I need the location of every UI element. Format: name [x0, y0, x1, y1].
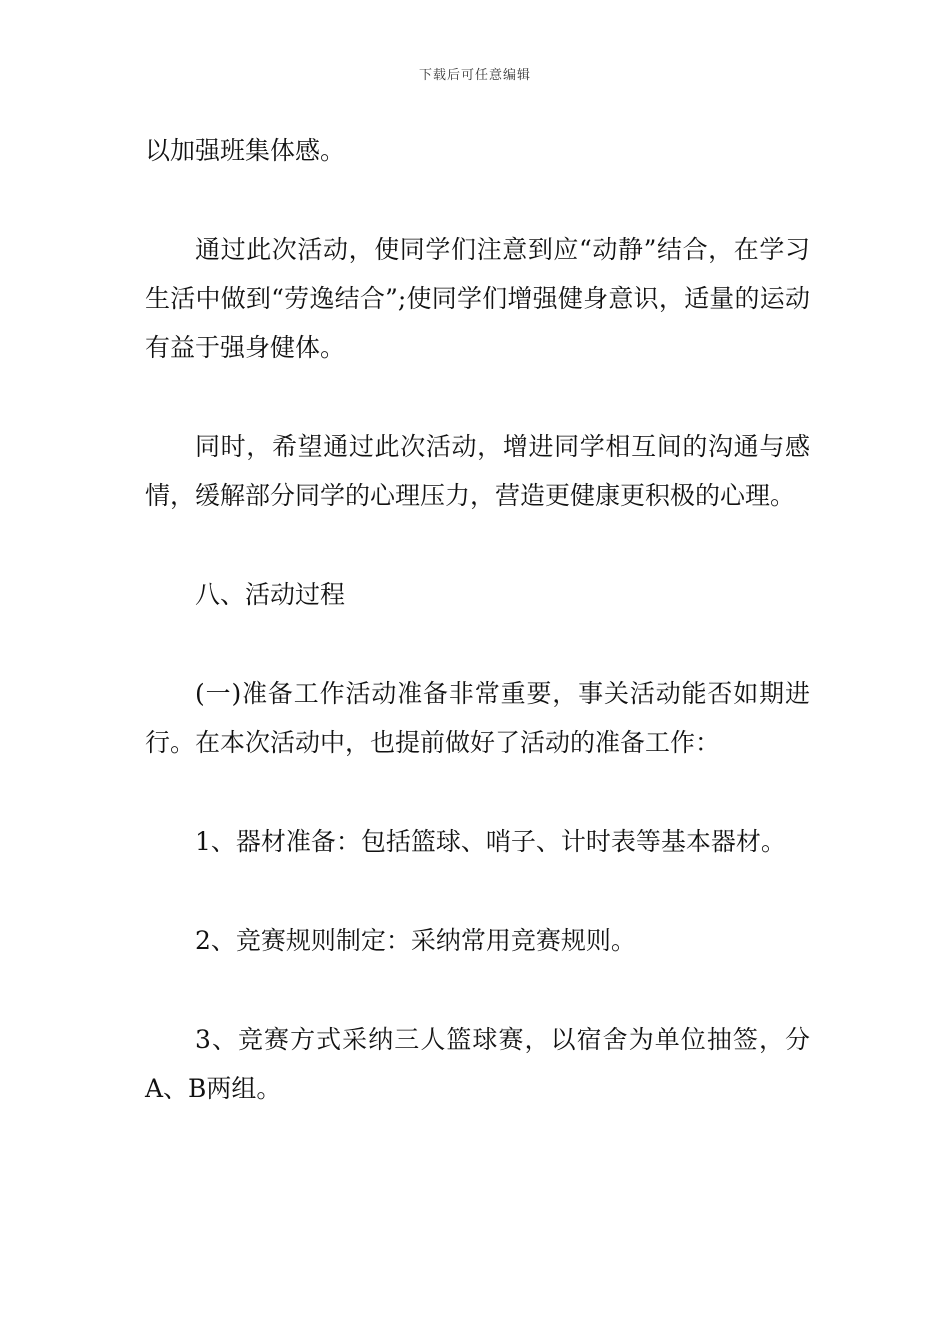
list-item-1: 1、器材准备：包括篮球、哨子、计时表等基本器材。	[195, 827, 786, 856]
paragraph-gap	[145, 175, 810, 225]
page-header: 下载后可任意编辑	[418, 68, 531, 83]
paragraph-4: (一)准备工作活动准备非常重要，事关活动能否如期进行。在本次活动中，也提前做好了活动的准备工作：	[145, 679, 810, 757]
paragraph-gap	[145, 866, 810, 916]
list-item-2: 2、竞赛规则制定：采纳常用竞赛规则。	[195, 926, 636, 955]
list-item-3: 3、竞赛方式采纳三人篮球赛，以宿舍为单位抽签，分A、B两组。	[145, 1025, 810, 1103]
paragraph-gap	[145, 619, 810, 669]
paragraph-1: 以加强班集体感。	[145, 136, 346, 165]
paragraph-gap	[145, 767, 810, 817]
paragraph-gap	[145, 372, 810, 422]
paragraph-gap	[145, 965, 810, 1015]
paragraph-2: 通过此次活动，使同学们注意到应“动静”结合，在学习生活中做到“劳逸结合”;使同学们增强健身意识，适量的运动有益于强身健体。	[145, 235, 810, 362]
document-body	[145, 126, 810, 1113]
paragraph-3: 同时，希望通过此次活动，增进同学相互间的沟通与感情，缓解部分同学的心理压力，营造更健康更积极的心理。	[145, 432, 810, 510]
paragraph-gap	[145, 520, 810, 570]
section-heading: 八、活动过程	[195, 580, 346, 609]
